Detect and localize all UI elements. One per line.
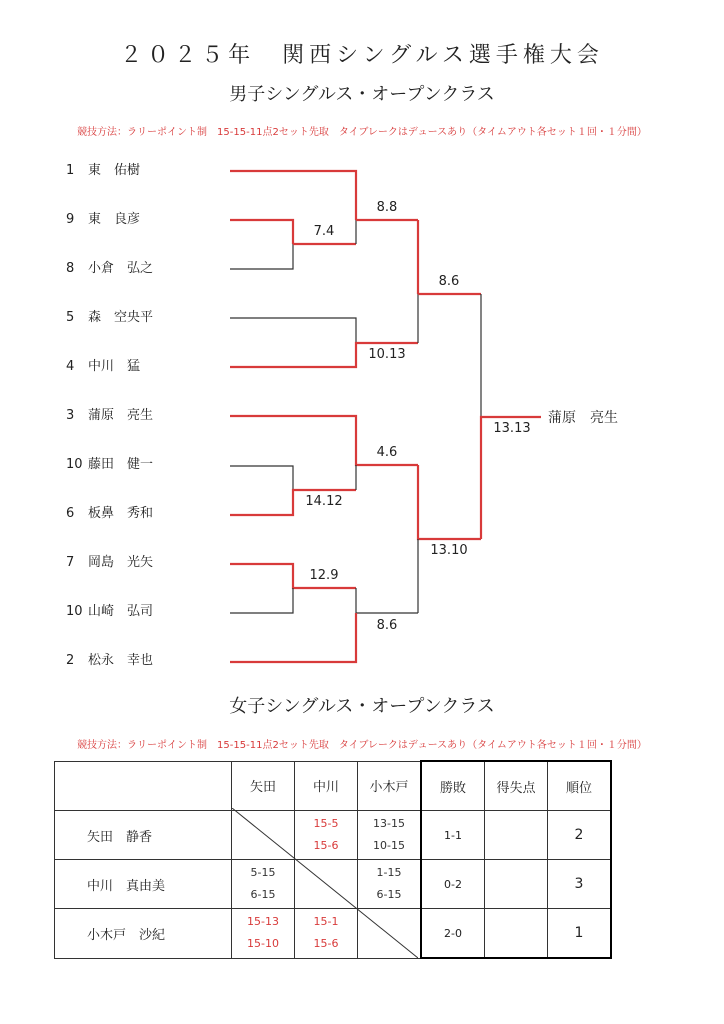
- player-seed: 3: [66, 408, 75, 423]
- bracket-line-lose: [230, 466, 293, 490]
- header-cell: 勝敗: [421, 761, 485, 811]
- player-seed: 8: [66, 261, 75, 276]
- result-cell: 5-15 6-15: [232, 860, 295, 909]
- player-name: 蒲原 亮生: [88, 408, 154, 423]
- womens-subtitle: 女子シングルス・オープンクラス: [229, 696, 495, 717]
- table-header-row: [55, 761, 612, 811]
- bracket-line-lose: [356, 588, 418, 613]
- player-name: 東 良彦: [88, 212, 141, 227]
- player-seed: 9: [66, 212, 75, 227]
- win-loss-cell: 1-1: [421, 811, 485, 860]
- rank-cell: 3: [548, 860, 612, 909]
- player-name: 小倉 弘之: [88, 261, 154, 276]
- corner-cell: [55, 761, 232, 811]
- result-cell: 15-13 15-10: [232, 909, 295, 959]
- match-score: 10.13: [368, 347, 406, 362]
- header-cell: 小木戸: [358, 761, 422, 811]
- diagonal-line: [232, 808, 418, 958]
- match-score: 13.10: [430, 543, 468, 558]
- womens-rules: 競技方法：ラリーポイント制 15-15-11点2セット先取 タイブレークはデュースあり（タイムアウト各セット１回・１分間）: [77, 740, 647, 751]
- point-diff-cell: [485, 909, 548, 959]
- match-score: 8.6: [376, 618, 398, 633]
- mens-subtitle: 男子シングルス・オープンクラス: [229, 84, 495, 105]
- player-seed: 6: [66, 506, 75, 521]
- bracket-line-lose: [230, 244, 293, 269]
- page-title: ２０２５年 関西シングルス選手権大会: [120, 43, 604, 68]
- match-score: 12.9: [309, 568, 339, 583]
- match-score-final: 13.13: [493, 421, 531, 436]
- point-diff-cell: [485, 860, 548, 909]
- player-seed: 1: [66, 163, 75, 178]
- champion-name: 蒲原 亮生: [548, 410, 618, 426]
- bracket-line-win: [230, 613, 356, 662]
- bracket-line-win: [230, 171, 356, 220]
- player-name: 松永 幸也: [88, 653, 154, 668]
- player-seed: 4: [66, 359, 75, 374]
- result-cell: 1-15 6-15: [358, 860, 422, 909]
- match-score: 4.6: [376, 445, 398, 460]
- player-name: 山崎 弘司: [88, 604, 154, 619]
- match-score: 7.4: [313, 224, 335, 239]
- match-score: 14.12: [305, 494, 343, 509]
- header-cell: 中川: [295, 761, 358, 811]
- player-name: 森 空央平: [88, 310, 154, 325]
- player-name: 東 佑樹: [88, 163, 141, 178]
- rank-cell: 1: [548, 909, 612, 959]
- player-name: 小木戸 沙紀: [55, 909, 232, 959]
- point-diff-cell: [485, 811, 548, 860]
- bracket-line-lose: [230, 588, 293, 613]
- bracket-line-win: [418, 465, 481, 539]
- result-cell: 13-15 10-15: [358, 811, 422, 860]
- player-seed: 7: [66, 555, 75, 570]
- player-name: 岡島 光矢: [88, 555, 154, 570]
- player-seed: 2: [66, 653, 75, 668]
- rank-cell: 2: [548, 811, 612, 860]
- player-seed: 10: [66, 457, 83, 472]
- player-name: 中川 猛: [88, 359, 141, 374]
- player-name: 中川 真由美: [55, 860, 232, 909]
- player-name: 矢田 静香: [55, 811, 232, 860]
- player-name: 板鼻 秀和: [88, 506, 154, 521]
- win-loss-cell: 0-2: [421, 860, 485, 909]
- match-score: 8.6: [438, 274, 460, 289]
- bracket-line-win: [230, 220, 293, 244]
- player-seed: 10: [66, 604, 83, 619]
- result-cell: 15-5 15-6: [295, 811, 358, 860]
- header-cell: 矢田: [232, 761, 295, 811]
- match-score: 8.8: [376, 200, 398, 215]
- header-cell: 得失点: [485, 761, 548, 811]
- result-cell: 15-1 15-6: [295, 909, 358, 959]
- player-name: 藤田 健一: [88, 457, 154, 472]
- mens-rules: 競技方法：ラリーポイント制 15-15-11点2セット先取 タイブレークはデュースあり（タイムアウト各セット１回・１分間）: [77, 127, 647, 138]
- player-seed: 5: [66, 310, 75, 325]
- header-cell: 順位: [548, 761, 612, 811]
- win-loss-cell: 2-0: [421, 909, 485, 959]
- bracket-line-lose: [230, 318, 356, 343]
